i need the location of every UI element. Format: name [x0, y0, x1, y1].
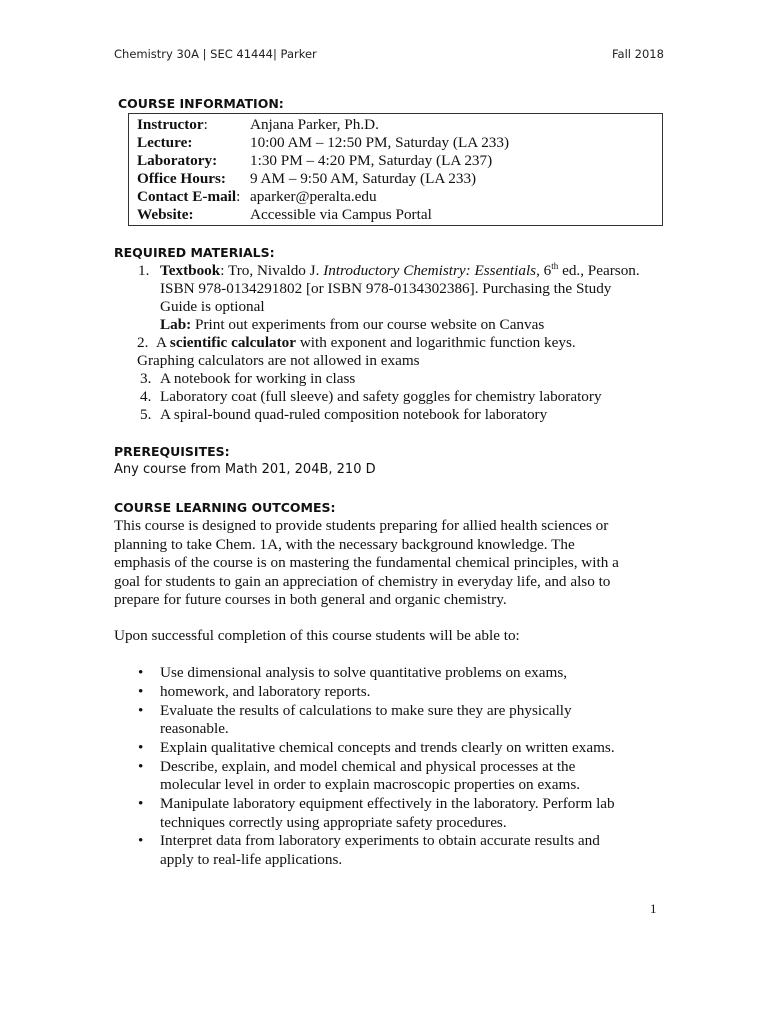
- outcomes-para-line: emphasis of the course is on mastering the fundamental chemical principles, with a: [114, 554, 619, 571]
- study-guide-note: Guide is optional: [160, 298, 265, 315]
- outcome-item: Evaluate the results of calculations to make sure they are physically: [160, 702, 572, 719]
- info-label: Office Hours:: [137, 170, 226, 187]
- course-info-heading: COURSE INFORMATION:: [118, 96, 284, 111]
- outcome-item: homework, and laboratory reports.: [160, 683, 371, 700]
- lab-materials: [160, 316, 544, 334]
- outcomes-para-line: This course is designed to provide students preparing for allied health sciences or: [114, 517, 609, 534]
- bullet-icon: •: [138, 758, 144, 775]
- info-row-website: [137, 206, 432, 224]
- prereq-text: Any course from Math 201, 204B, 210 D: [114, 462, 376, 477]
- bullet-icon: •: [138, 795, 144, 812]
- textbook-isbn: ISBN 978-0134291802 [or ISBN 978-0134302386]. Purchasing the Study: [160, 280, 612, 297]
- materials-item-2: [137, 334, 576, 352]
- info-value: aparker@peralta.edu: [250, 188, 377, 205]
- header-course: Chemistry 30A | SEC 41444| Parker: [114, 47, 317, 61]
- outcome-item-cont: reasonable.: [160, 720, 229, 737]
- info-value: Accessible via Campus Portal: [250, 206, 432, 223]
- outcomes-para-line: prepare for future courses in both general and organic chemistry.: [114, 591, 507, 608]
- course-info-box: [128, 113, 663, 226]
- bullet-icon: •: [138, 739, 144, 756]
- info-row-lecture: [137, 134, 510, 152]
- lab-label: Lab:: [160, 316, 192, 333]
- info-value: 1:30 PM – 4:20 PM, Saturday (LA 237): [250, 152, 493, 169]
- info-label: Website:: [137, 206, 194, 223]
- info-label: Lecture:: [137, 134, 193, 151]
- outcomes-intro: Upon successful completion of this course students will be able to:: [114, 627, 520, 644]
- list-number: 1.: [138, 262, 150, 279]
- materials-item-3-text: A notebook for working in class: [160, 370, 356, 387]
- materials-item-1: [138, 262, 149, 280]
- materials-heading: REQUIRED MATERIALS:: [114, 245, 275, 260]
- prereq-heading: PREREQUISITES:: [114, 444, 230, 459]
- info-label-suffix: :: [203, 116, 208, 133]
- materials-item-5-text: A spiral-bound quad-ruled composition notebook for laboratory: [160, 406, 548, 423]
- textbook-author: : Tro, Nivaldo J.: [220, 262, 324, 279]
- textbook-publisher: ed., Pearson.: [558, 262, 640, 279]
- outcome-item: Use dimensional analysis to solve quantitative problems on exams,: [160, 664, 568, 681]
- materials-item-4-text: Laboratory coat (full sleeve) and safety goggles for chemistry laboratory: [160, 388, 602, 405]
- textbook-edition: , 6: [536, 262, 552, 279]
- bullet-icon: •: [138, 702, 144, 719]
- outcome-item-cont: apply to real-life applications.: [160, 851, 343, 868]
- bullet-icon: •: [138, 832, 144, 849]
- materials-item-3: [140, 370, 151, 388]
- outcome-item: Describe, explain, and model chemical and physical processes at the: [160, 758, 576, 775]
- edition-suffix: th: [551, 260, 559, 271]
- outcome-item: Interpret data from laboratory experiments to obtain accurate results and: [160, 832, 600, 849]
- outcomes-heading: COURSE LEARNING OUTCOMES:: [114, 500, 336, 515]
- bullet-icon: •: [138, 664, 144, 681]
- outcome-item: Explain qualitative chemical concepts and trends clearly on written exams.: [160, 739, 615, 756]
- materials-item-5: [140, 406, 151, 424]
- lab-text: Print out experiments from our course website on Canvas: [191, 316, 545, 333]
- outcome-item-cont: molecular level in order to explain macroscopic properties on exams.: [160, 776, 581, 793]
- outcome-item-cont: techniques correctly using appropriate safety procedures.: [160, 814, 507, 831]
- calculator-label: scientific calculator: [169, 334, 297, 351]
- info-row-instructor: [137, 116, 379, 134]
- info-row-office-hours: [137, 170, 477, 188]
- calculator-note: Graphing calculators are not allowed in exams: [137, 352, 420, 369]
- info-value: Anjana Parker, Ph.D.: [250, 116, 379, 133]
- bullet-icon: •: [138, 683, 144, 700]
- header-term: Fall 2018: [612, 47, 664, 61]
- outcome-item: Manipulate laboratory equipment effectively in the laboratory. Perform lab: [160, 795, 615, 812]
- textbook-title: Introductory Chemistry: Essentials: [323, 262, 537, 279]
- info-label-suffix: :: [236, 188, 241, 205]
- page-number: 1: [650, 901, 657, 916]
- materials-item-1-text: [160, 262, 640, 280]
- list-number: 5.: [140, 406, 152, 423]
- outcomes-para-line: planning to take Chem. 1A, with the necessary background knowledge. The: [114, 536, 575, 553]
- info-value: 10:00 AM – 12:50 PM, Saturday (LA 233): [250, 134, 510, 151]
- calculator-text-a: A: [155, 334, 170, 351]
- list-number: 4.: [140, 388, 152, 405]
- info-row-laboratory: [137, 152, 493, 170]
- info-row-email: [137, 188, 377, 206]
- textbook-label: Textbook: [160, 262, 221, 279]
- info-label: Laboratory:: [137, 152, 218, 169]
- calculator-text-b: with exponent and logarithmic function keys.: [296, 334, 576, 351]
- info-label: Instructor: [137, 116, 204, 133]
- outcomes-para-line: goal for students to gain an appreciation of chemistry in everyday life, and also to: [114, 573, 611, 590]
- materials-item-4: [140, 388, 151, 406]
- list-number: 2.: [137, 334, 149, 351]
- info-value: 9 AM – 9:50 AM, Saturday (LA 233): [250, 170, 477, 187]
- list-number: 3.: [140, 370, 152, 387]
- info-label: Contact E-mail: [137, 188, 237, 205]
